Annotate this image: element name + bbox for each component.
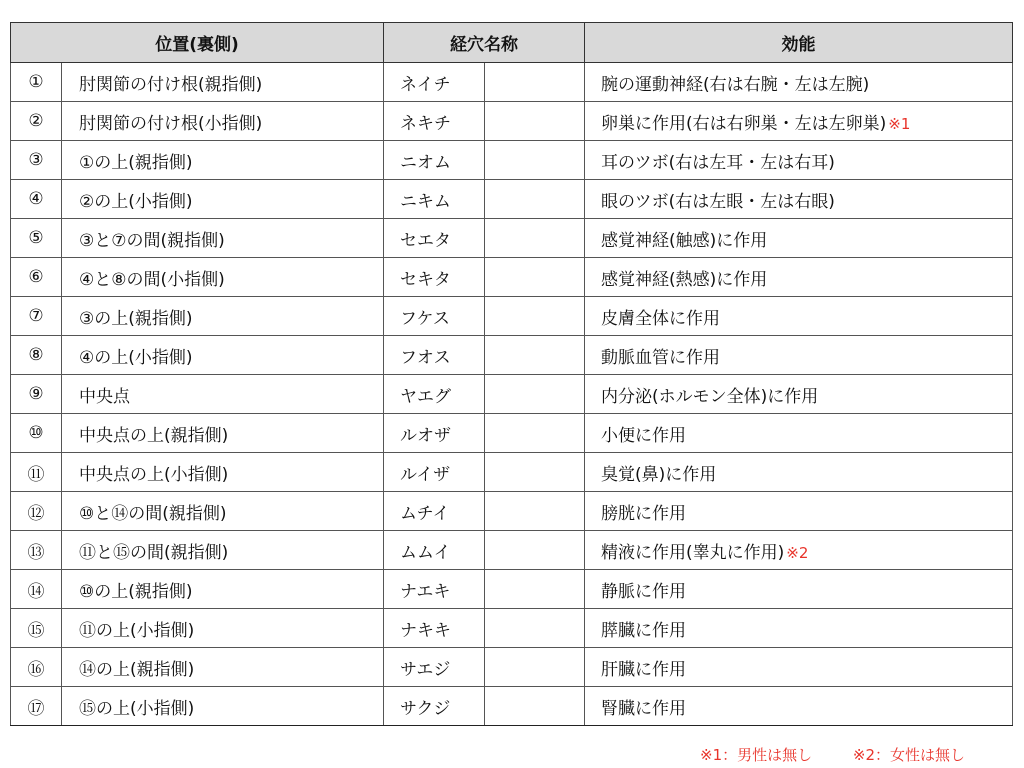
row-effect-cell xyxy=(585,336,1013,375)
table-row xyxy=(11,414,1013,453)
header-position: 位置(裏側) xyxy=(11,23,384,63)
row-number-text: ⑬ xyxy=(27,542,45,563)
row-position-text: ④の上(小指側) xyxy=(79,347,193,368)
row-position xyxy=(62,648,384,687)
row-acupoint-name-text: ムチイ xyxy=(400,503,450,524)
header-acupoint-name: 経穴名称 xyxy=(384,23,585,63)
footnote-marker: ※2 xyxy=(786,543,809,562)
row-position xyxy=(62,375,384,414)
row-effect-cell xyxy=(585,375,1013,414)
header-effect: 効能 xyxy=(585,23,1013,63)
row-number xyxy=(11,492,62,531)
table-row xyxy=(11,570,1013,609)
row-effect-text: 膀胱に作用 xyxy=(601,503,687,524)
row-blank-cell xyxy=(485,453,585,492)
row-acupoint-name-text: ニキム xyxy=(400,191,451,212)
table-body xyxy=(11,63,1013,726)
row-number xyxy=(11,63,62,102)
row-acupoint-name xyxy=(384,609,485,648)
row-position-text: ⑩の上(親指側) xyxy=(79,581,193,602)
row-acupoint-name-text: ネキチ xyxy=(400,113,452,134)
acupoint-table xyxy=(10,22,1013,726)
row-acupoint-name-text: ネイチ xyxy=(400,74,451,95)
row-effect-text: 精液に作用(睾丸に作用) xyxy=(601,542,785,563)
row-effect-cell xyxy=(585,570,1013,609)
row-effect-text: 感覚神経(触感)に作用 xyxy=(601,230,768,251)
row-blank-cell xyxy=(485,141,585,180)
row-number xyxy=(11,375,62,414)
row-position xyxy=(62,336,384,375)
row-number xyxy=(11,297,62,336)
row-effect-text: 内分泌(ホルモン全体)に作用 xyxy=(601,386,819,407)
row-position-text: ⑩と⑭の間(親指側) xyxy=(79,503,227,524)
table-row xyxy=(11,609,1013,648)
row-acupoint-name-text: フケス xyxy=(400,308,450,329)
row-acupoint-name xyxy=(384,180,485,219)
row-acupoint-name-text: フオス xyxy=(400,347,451,368)
row-blank-cell xyxy=(485,219,585,258)
row-effect-text: 動脈血管に作用 xyxy=(601,347,721,368)
row-number-text: ⑰ xyxy=(27,698,45,719)
table-row xyxy=(11,63,1013,102)
row-number-text: ⑮ xyxy=(27,620,45,641)
row-acupoint-name-text: セエタ xyxy=(400,230,452,251)
row-position xyxy=(62,180,384,219)
row-position-text: ⑪と⑮の間(親指側) xyxy=(79,542,229,563)
row-blank-cell xyxy=(485,687,585,726)
row-acupoint-name xyxy=(384,336,485,375)
row-blank-cell xyxy=(485,609,585,648)
row-position xyxy=(62,297,384,336)
table-row xyxy=(11,375,1013,414)
row-position-text: ①の上(親指側) xyxy=(79,152,193,173)
row-effect-cell xyxy=(585,258,1013,297)
row-effect-cell xyxy=(585,180,1013,219)
row-acupoint-name-text: ナエキ xyxy=(400,581,451,602)
row-blank-cell xyxy=(485,336,585,375)
row-number xyxy=(11,336,62,375)
row-blank-cell xyxy=(485,258,585,297)
row-acupoint-name xyxy=(384,531,485,570)
row-position-text: ③と⑦の間(親指側) xyxy=(79,230,225,251)
row-number-text: ② xyxy=(28,111,44,131)
acupoint-table-container xyxy=(10,22,1012,726)
row-acupoint-name-text: サエジ xyxy=(400,659,451,680)
row-number xyxy=(11,609,62,648)
row-effect-cell xyxy=(585,687,1013,726)
row-position xyxy=(62,258,384,297)
row-number xyxy=(11,102,62,141)
table-row xyxy=(11,102,1013,141)
row-position xyxy=(62,687,384,726)
table-row xyxy=(11,141,1013,180)
row-number xyxy=(11,648,62,687)
row-number-text: ⑥ xyxy=(28,267,44,287)
row-effect-cell xyxy=(585,453,1013,492)
row-blank-cell xyxy=(485,297,585,336)
row-effect-cell xyxy=(585,531,1013,570)
row-blank-cell xyxy=(485,375,585,414)
row-blank-cell xyxy=(485,492,585,531)
row-acupoint-name-text: サクジ xyxy=(400,698,451,719)
row-effect-text: 肝臓に作用 xyxy=(601,659,687,680)
footnote-marker: ※1 xyxy=(888,114,911,133)
row-position xyxy=(62,141,384,180)
row-acupoint-name xyxy=(384,102,485,141)
footnote-2: ※2：女性は無し xyxy=(852,746,966,764)
table-row xyxy=(11,180,1013,219)
row-acupoint-name-text: ヤエグ xyxy=(400,386,452,407)
row-number xyxy=(11,453,62,492)
row-number xyxy=(11,219,62,258)
row-effect-cell xyxy=(585,414,1013,453)
row-number-text: ⑯ xyxy=(27,659,45,680)
row-number xyxy=(11,258,62,297)
row-position-text: 肘関節の付け根(親指側) xyxy=(79,74,263,95)
row-number xyxy=(11,531,62,570)
row-blank-cell xyxy=(485,63,585,102)
row-position-text: 中央点 xyxy=(79,386,130,407)
row-acupoint-name-text: ナキキ xyxy=(400,620,452,641)
row-acupoint-name xyxy=(384,414,485,453)
row-acupoint-name xyxy=(384,687,485,726)
row-acupoint-name xyxy=(384,375,485,414)
row-effect-cell xyxy=(585,63,1013,102)
row-blank-cell xyxy=(485,414,585,453)
row-effect-text: 膵臓に作用 xyxy=(601,620,687,641)
table-row xyxy=(11,492,1013,531)
row-number-text: ⑩ xyxy=(28,423,44,443)
row-number-text: ⑭ xyxy=(27,581,45,602)
row-acupoint-name xyxy=(384,492,485,531)
row-position xyxy=(62,219,384,258)
row-effect-text: 感覚神経(熱感)に作用 xyxy=(601,269,768,290)
table-row xyxy=(11,648,1013,687)
row-acupoint-name xyxy=(384,141,485,180)
header-row xyxy=(11,23,1013,63)
row-position xyxy=(62,531,384,570)
row-number-text: ⑦ xyxy=(28,306,44,326)
table-row xyxy=(11,531,1013,570)
footnotes xyxy=(700,744,965,765)
row-position-text: 肘関節の付け根(小指側) xyxy=(79,113,263,134)
row-number xyxy=(11,141,62,180)
row-acupoint-name-text: ニオム xyxy=(400,152,452,173)
row-number-text: ⑨ xyxy=(28,384,44,404)
row-effect-text: 皮膚全体に作用 xyxy=(601,308,721,329)
row-acupoint-name-text: ムムイ xyxy=(400,542,451,563)
row-position xyxy=(62,63,384,102)
row-number-text: ⑫ xyxy=(27,503,45,524)
table-row xyxy=(11,453,1013,492)
row-effect-text: 臭覚(鼻)に作用 xyxy=(601,464,717,485)
row-effect-text: 眼のツボ(右は左眼・左は右眼) xyxy=(601,191,835,212)
row-blank-cell xyxy=(485,648,585,687)
row-number-text: ⑪ xyxy=(27,464,45,485)
row-position xyxy=(62,414,384,453)
row-position-text: 中央点の上(親指側) xyxy=(79,425,229,446)
row-acupoint-name-text: ルオザ xyxy=(400,425,452,446)
row-acupoint-name xyxy=(384,648,485,687)
table-row xyxy=(11,687,1013,726)
row-position-text: 中央点の上(小指側) xyxy=(79,464,229,485)
row-number xyxy=(11,180,62,219)
footnote-1: ※1：男性は無し xyxy=(700,746,813,764)
row-position xyxy=(62,453,384,492)
table-row xyxy=(11,297,1013,336)
row-number xyxy=(11,570,62,609)
row-effect-cell xyxy=(585,102,1013,141)
row-number-text: ⑤ xyxy=(28,228,44,248)
row-acupoint-name-text: セキタ xyxy=(400,269,451,290)
row-number-text: ① xyxy=(28,72,44,92)
row-effect-text: 腕の運動神経(右は右腕・左は左腕) xyxy=(601,74,870,95)
row-acupoint-name xyxy=(384,570,485,609)
row-acupoint-name xyxy=(384,219,485,258)
row-acupoint-name xyxy=(384,297,485,336)
table-row xyxy=(11,219,1013,258)
row-effect-cell xyxy=(585,609,1013,648)
row-effect-cell xyxy=(585,492,1013,531)
row-effect-cell xyxy=(585,141,1013,180)
row-position xyxy=(62,492,384,531)
row-number xyxy=(11,414,62,453)
row-effect-cell xyxy=(585,219,1013,258)
row-number-text: ③ xyxy=(28,150,44,170)
row-blank-cell xyxy=(485,102,585,141)
row-effect-text: 卵巣に作用(右は右卵巣・左は左卵巣) xyxy=(601,113,887,134)
row-position xyxy=(62,102,384,141)
row-effect-text: 耳のツボ(右は左耳・左は右耳) xyxy=(601,152,835,173)
row-effect-text: 静脈に作用 xyxy=(601,581,687,602)
row-blank-cell xyxy=(485,570,585,609)
table-row xyxy=(11,258,1013,297)
row-number xyxy=(11,687,62,726)
row-position-text: ④と⑧の間(小指側) xyxy=(79,269,225,290)
row-position-text: ⑭の上(親指側) xyxy=(79,659,195,680)
row-acupoint-name xyxy=(384,258,485,297)
row-effect-cell xyxy=(585,297,1013,336)
row-number-text: ⑧ xyxy=(28,345,44,365)
table-row xyxy=(11,336,1013,375)
row-position-text: ⑮の上(小指側) xyxy=(79,698,195,719)
row-acupoint-name-text: ルイザ xyxy=(400,464,451,485)
row-effect-text: 小便に作用 xyxy=(601,425,687,446)
row-effect-text: 腎臓に作用 xyxy=(601,698,687,719)
row-effect-cell xyxy=(585,648,1013,687)
row-position xyxy=(62,570,384,609)
row-number-text: ④ xyxy=(28,189,44,209)
row-position xyxy=(62,609,384,648)
row-position-text: ⑪の上(小指側) xyxy=(79,620,195,641)
row-acupoint-name xyxy=(384,63,485,102)
row-position-text: ②の上(小指側) xyxy=(79,191,193,212)
row-blank-cell xyxy=(485,531,585,570)
row-blank-cell xyxy=(485,180,585,219)
row-acupoint-name xyxy=(384,453,485,492)
row-position-text: ③の上(親指側) xyxy=(79,308,193,329)
